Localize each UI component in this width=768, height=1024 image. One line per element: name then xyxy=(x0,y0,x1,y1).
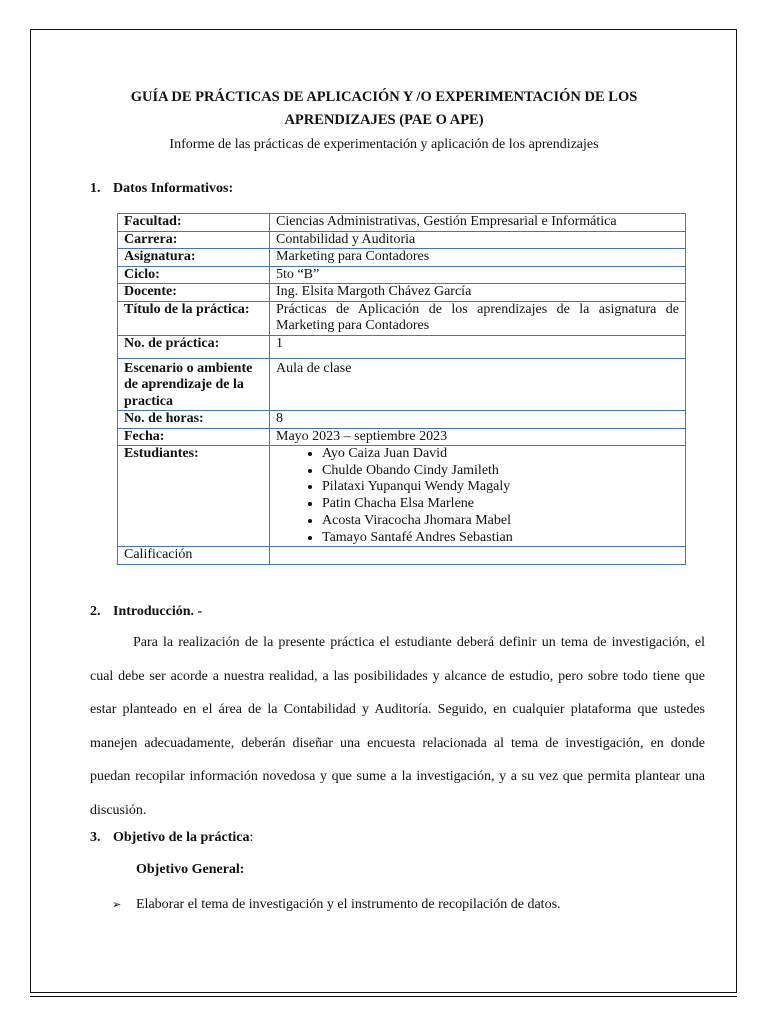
estudiantes-value xyxy=(270,446,686,547)
list-item: • Tamayo Santafé Andres Sebastian xyxy=(322,530,679,547)
section-3-colon: : xyxy=(249,830,254,845)
no-horas-label: No. de horas: xyxy=(118,411,270,429)
titulo-value: Prácticas de Aplicación de los aprendizajes de la asignatura de Marketing para Contadores xyxy=(270,301,686,335)
table-row xyxy=(118,214,686,232)
carrera-label: Carrera: xyxy=(118,231,270,249)
info-table xyxy=(117,213,686,565)
list-item: • Chulde Obando Cindy Jamileth xyxy=(322,463,679,480)
ciclo-label: Ciclo: xyxy=(118,266,270,284)
list-item: • Ayo Caiza Juan David xyxy=(322,446,679,463)
section-1-heading xyxy=(90,181,233,197)
estudiantes-label: Estudiantes: xyxy=(118,446,270,547)
title-line-1: GUÍA DE PRÁCTICAS DE APLICACIÓN Y /O EXPERIMENTACIÓN DE LOS xyxy=(130,89,638,105)
document-subtitle: Informe de las prácticas de experimentación y aplicación de los aprendizajes xyxy=(169,137,599,152)
section-2-heading xyxy=(90,604,202,620)
table-row xyxy=(118,249,686,267)
calificacion-value xyxy=(270,547,686,565)
facultad-value: Ciencias Administrativas, Gestión Empresarial e Informática xyxy=(270,214,686,232)
section-3-heading xyxy=(90,830,253,846)
general-objective-heading: Objetivo General: xyxy=(136,862,245,877)
fecha-label: Fecha: xyxy=(118,428,270,446)
document-title xyxy=(60,86,708,132)
table-row xyxy=(118,301,686,335)
page-border-double-line xyxy=(30,996,737,997)
table-row xyxy=(118,358,686,411)
students-list xyxy=(276,446,679,546)
no-practica-value: 1 xyxy=(270,335,686,358)
asignatura-label: Asignatura: xyxy=(118,249,270,267)
docente-value: Ing. Elsita Margoth Chávez García xyxy=(270,284,686,302)
table-row xyxy=(118,547,686,565)
section-3-title: Objetivo de la práctica xyxy=(113,830,250,845)
section-2-title: Introducción. - xyxy=(113,604,203,619)
section-1-title: Datos Informativos: xyxy=(113,181,234,196)
no-practica-label: No. de práctica: xyxy=(118,335,270,358)
table-row xyxy=(118,231,686,249)
table-row xyxy=(118,266,686,284)
escenario-label: Escenario o ambiente de aprendizaje de la practica xyxy=(118,358,270,411)
objective-text: Elaborar el tema de investigación y el instrumento de recopilación de datos. xyxy=(136,897,561,912)
table-row xyxy=(118,284,686,302)
section-3-number: 3. xyxy=(90,830,101,845)
table-row xyxy=(118,446,686,547)
docente-label: Docente: xyxy=(118,284,270,302)
no-horas-value: 8 xyxy=(270,411,686,429)
titulo-label: Título de la práctica: xyxy=(118,301,270,335)
list-item: • Patin Chacha Elsa Marlene xyxy=(322,496,679,513)
carrera-value: Contabilidad y Auditoria xyxy=(270,231,686,249)
table-row xyxy=(118,428,686,446)
section-2-number: 2. xyxy=(90,604,101,619)
table-row xyxy=(118,335,686,358)
escenario-value: Aula de clase xyxy=(270,358,686,411)
arrow-bullet-icon: ➢ xyxy=(112,898,122,911)
title-line-2: APRENDIZAJES (PAE O APE) xyxy=(284,112,484,128)
asignatura-value: Marketing para Contadores xyxy=(270,249,686,267)
ciclo-value: 5to “B” xyxy=(270,266,686,284)
fecha-value: Mayo 2023 – septiembre 2023 xyxy=(270,428,686,446)
calificacion-label: Calificación xyxy=(118,547,270,565)
introduction-paragraph: Para la realización de la presente práctica el estudiante deberá definir un tema de investigación, el cual debe ser acorde a nuestra realidad, a las posibilidades y alcance de estudio, pero sobre todo tiene que estar planteado en el área de la Contabilidad y Auditoría. Seguido, en cualquier plataforma que ustedes manejen adecuadamente, deberán diseñar una encuesta relacionada al tema de investigación, en donde puedan recopilar información novedosa y que sume a la investigación, y a su vez que permita plantear una discusión. xyxy=(90,635,705,818)
list-item: • Acosta Viracocha Jhomara Mabel xyxy=(322,513,679,530)
table-row xyxy=(118,411,686,429)
objective-bullet xyxy=(112,897,561,913)
list-item: • Pilataxi Yupanqui Wendy Magaly xyxy=(322,479,679,496)
facultad-label: Facultad: xyxy=(118,214,270,232)
section-1-number: 1. xyxy=(90,181,101,196)
